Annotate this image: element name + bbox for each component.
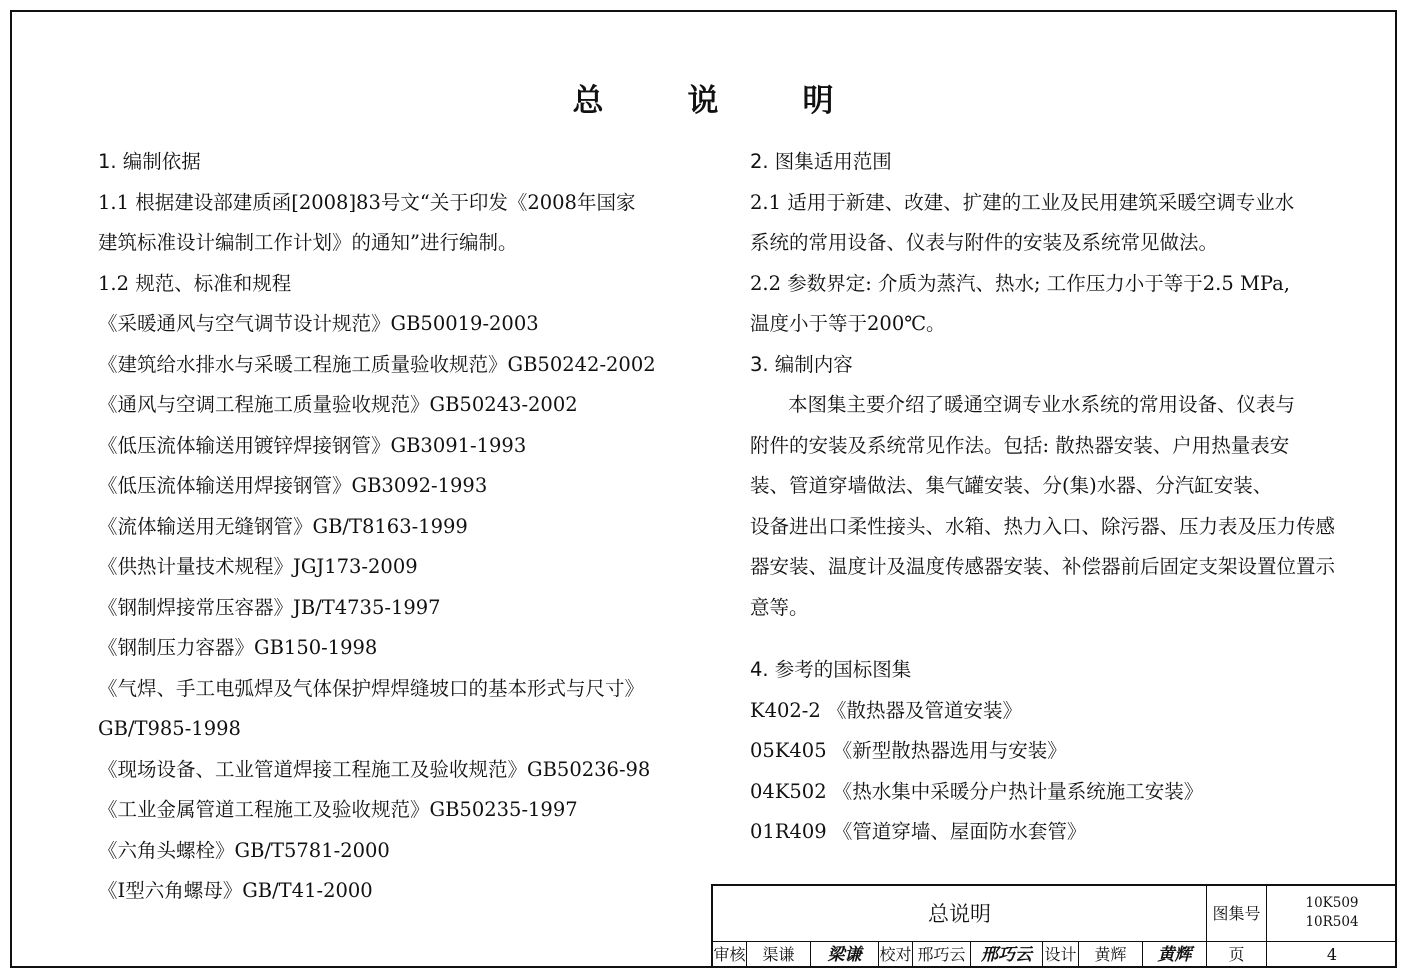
reference-item: 01R409 《管道穿墙、屋面防水套管》	[750, 820, 1087, 843]
designer-signature: 黄辉	[1143, 942, 1207, 968]
title-block-name: 总说明	[713, 886, 1207, 942]
signature-row	[713, 942, 1397, 970]
atlas-number-value	[1267, 886, 1397, 942]
standard-item: 《工业金属管道工程施工及验收规范》GB50235-1997	[98, 798, 578, 821]
standard-item: 《现场设备、工业管道焊接工程施工及验收规范》GB50236-98	[98, 757, 651, 781]
standard-item: 《低压流体输送用镀锌焊接钢管》GB3091-1993	[98, 433, 527, 457]
atlas-number-2: 10R504	[1305, 914, 1359, 930]
paragraph-2-1-cont: 系统的常用设备、仪表与附件的安装及系统常见做法。	[750, 231, 1219, 254]
reviewer-name: 渠谦	[747, 942, 811, 968]
standard-item: 《气焊、手工电弧焊及气体保护焊焊缝坡口的基本形式与尺寸》	[98, 676, 645, 700]
standard-item: GB/T985-1998	[98, 717, 241, 740]
page-title	[0, 75, 1406, 120]
paragraph-1-1: 1.1 根据建设部建质函[2008]83号文“关于印发《2008年国家	[98, 190, 636, 214]
section-1-heading: 1. 编制依据	[98, 150, 201, 173]
standard-item: 《钢制压力容器》GB150-1998	[98, 636, 378, 659]
title-char: 总	[572, 83, 604, 119]
content-line: 器安装、温度计及温度传感器安装、补偿器前后固定支架设置位置示	[750, 555, 1336, 578]
left-column	[98, 142, 698, 912]
standard-item: 《流体输送用无缝钢管》GB/T8163-1999	[98, 514, 468, 538]
check-label: 校对	[879, 942, 913, 968]
reference-item: 04K502 《热水集中采暖分户热计量系统施工安装》	[750, 779, 1204, 803]
design-label: 设计	[1043, 942, 1079, 968]
paragraph-2-1: 2.1 适用于新建、改建、扩建的工业及民用建筑采暖空调专业水	[750, 190, 1295, 214]
reference-item: 05K405 《新型散热器选用与安装》	[750, 739, 1067, 762]
content-line: 意等。	[750, 595, 809, 619]
title-block	[711, 884, 1397, 968]
standard-item: 《低压流体输送用焊接钢管》GB3092-1993	[98, 474, 488, 497]
standard-item: 《I型六角螺母》GB/T41-2000	[98, 879, 373, 902]
content-line: 本图集主要介绍了暖通空调专业水系统的常用设备、仪表与	[788, 393, 1296, 416]
title-char: 明	[802, 83, 834, 119]
review-label: 审核	[713, 942, 747, 968]
standard-item: 《六角头螺栓》GB/T5781-2000	[98, 838, 390, 862]
content-line: 设备进出口柔性接头、水箱、热力入口、除污器、压力表及压力传感	[750, 514, 1336, 538]
paragraph-2-2: 2.2 参数界定: 介质为蒸汽、热水; 工作压力小于等于2.5 MPa,	[750, 271, 1290, 295]
paragraph-2-2-cont: 温度小于等于200℃。	[750, 312, 946, 335]
checker-name: 邢巧云	[913, 942, 971, 968]
page-label: 页	[1207, 942, 1267, 968]
content-line: 附件的安装及系统常见作法。包括: 散热器安装、户用热量表安	[750, 433, 1290, 457]
content-line: 装、管道穿墙做法、集气罐安装、分(集)水器、分汽缸安装、	[750, 474, 1273, 497]
reviewer-signature: 梁谦	[811, 942, 879, 968]
standard-item: 《采暖通风与空气调节设计规范》GB50019-2003	[98, 312, 539, 335]
right-column	[750, 142, 1350, 853]
standard-item: 《钢制焊接常压容器》JB/T4735-1997	[98, 595, 441, 619]
page-number: 4	[1326, 945, 1338, 964]
atlas-number-1: 10K509	[1305, 895, 1359, 911]
standard-item: 《建筑给水排水与采暖工程施工质量验收规范》GB50242-2002	[98, 352, 656, 376]
checker-signature: 邢巧云	[971, 942, 1043, 968]
title-char: 说	[687, 83, 719, 119]
standard-item: 《供热计量技术规程》JGJ173-2009	[98, 555, 418, 578]
reference-item: K402-2 《散热器及管道安装》	[750, 698, 1022, 722]
paragraph-1-2: 1.2 规范、标准和规程	[98, 271, 292, 295]
section-3-heading: 3. 编制内容	[750, 352, 853, 376]
standard-item: 《通风与空调工程施工质量验收规范》GB50243-2002	[98, 393, 578, 416]
section-2-heading: 2. 图集适用范围	[750, 150, 892, 173]
paragraph-1-1-cont: 建筑标准设计编制工作计划》的通知”进行编制。	[98, 231, 518, 254]
atlas-number-label: 图集号	[1207, 886, 1267, 942]
section-4-heading: 4. 参考的国标图集	[750, 658, 912, 681]
designer-name: 黄辉	[1079, 942, 1143, 968]
